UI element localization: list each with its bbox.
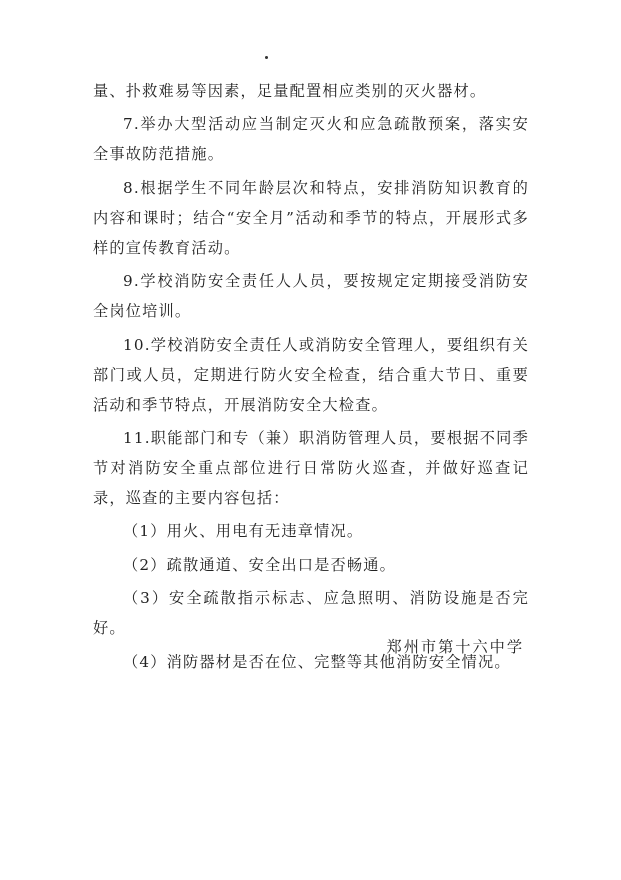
paragraph-item-10: 10.学校消防安全责任人或消防安全管理人，要组织有关部门或人员，定期进行防火安全检查，结合重大节日、重要活动和季节特点，开展消防安全大检查。 bbox=[93, 335, 529, 414]
paragraph-continuation: 量、扑救难易等因素，足量配置相应类别的灭火器材。 bbox=[93, 82, 487, 100]
sub-item-1: （1）用火、用电有无违章情况。 bbox=[123, 522, 364, 541]
paragraph-item-8: 8.根据学生不同年龄层次和特点，安排消防知识教育的内容和课时；结合“安全月”活动和季节的特点，开展形式多样的宣传教育活动。 bbox=[93, 178, 529, 257]
document-body bbox=[93, 76, 529, 677]
paragraph-item-9: 9.学校消防安全责任人人员，要按规定定期接受消防安全岗位培训。 bbox=[93, 272, 529, 321]
stray-mark bbox=[265, 56, 268, 59]
signature-school-name: 郑州市第十六中学 bbox=[386, 638, 524, 656]
sub-item-2: （2）疏散通道、安全出口是否畅通。 bbox=[123, 555, 397, 574]
sub-item-4: （4）消防器材是否在位、完整等其他消防安全情况。 bbox=[123, 652, 511, 671]
paragraph-item-7: 7.举办大型活动应当制定灭火和应急疏散预案，落实安全事故防范措施。 bbox=[93, 115, 529, 164]
sub-item-3: （3）安全疏散指示标志、应急照明、消防设施是否完好。 bbox=[93, 589, 529, 638]
paragraph-item-11: 11.职能部门和专（兼）职消防管理人员，要根据不同季节对消防安全重点部位进行日常防火巡查，并做好巡查记录，巡查的主要内容包括： bbox=[93, 428, 529, 507]
